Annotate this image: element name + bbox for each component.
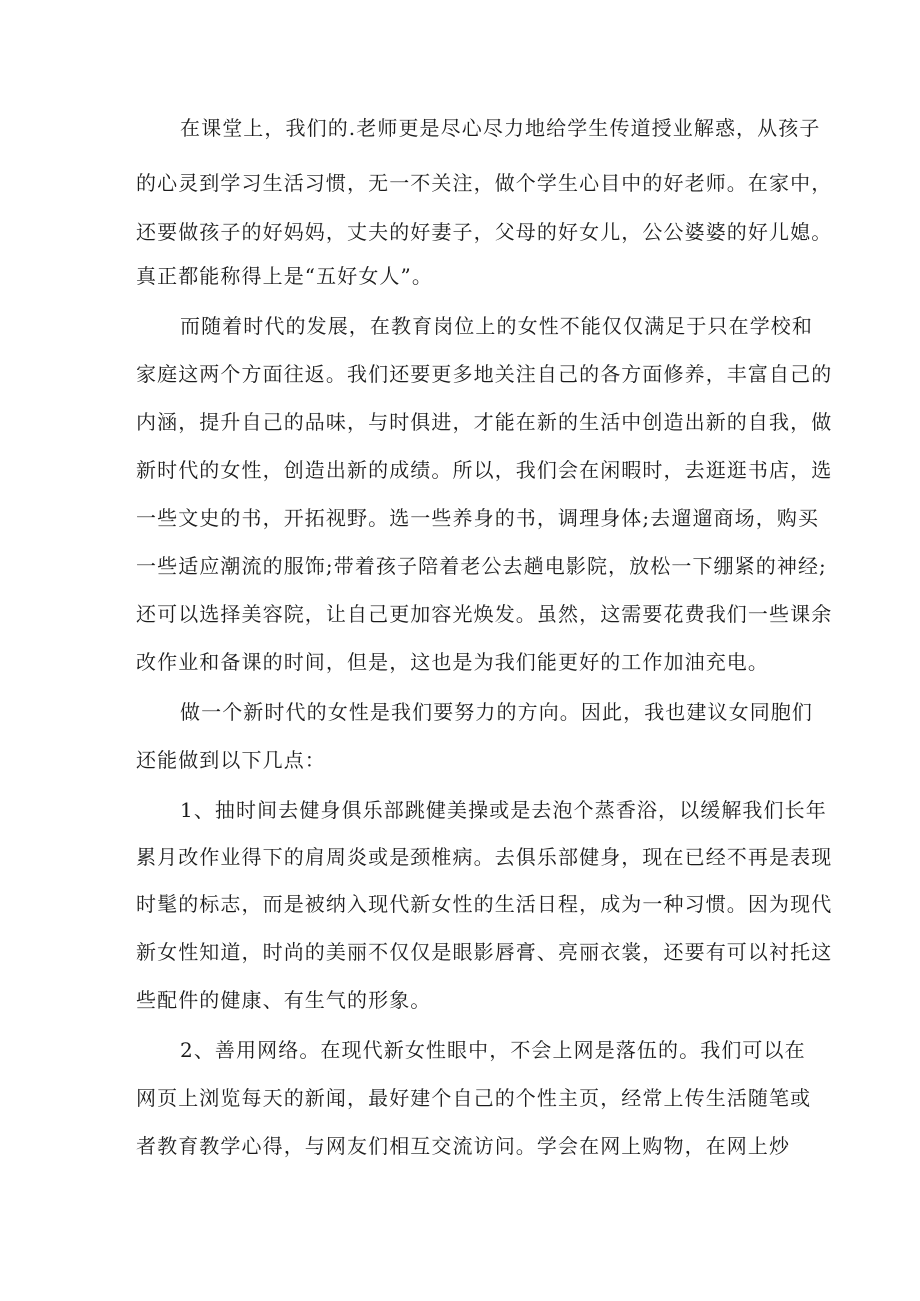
text-line: 还能做到以下几点： <box>136 748 326 772</box>
text-line: 新女性知道，时尚的美丽不仅仅是眼影唇膏、亮丽衣裳，还要有可以衬托这 <box>136 940 833 964</box>
text-line: 些配件的健康、有生气的形象。 <box>136 988 432 1012</box>
text-line: 而随着时代的发展，在教育岗位上的女性不能仅仅满足于只在学校和 <box>180 314 813 338</box>
text-line: 新时代的女性，创造出新的成绩。所以，我们会在闲暇时，去逛逛书店，选 <box>136 458 833 482</box>
text-line: 一些文史的书，开拓视野。选一些养身的书，调理身体;去遛遛商场，购买 <box>136 506 820 530</box>
text-line: 一些适应潮流的服饰;带着孩子陪着老公去趟电影院，放松一下绷紧的神经; <box>136 554 827 578</box>
text-line: 改作业和备课的时间，但是，这也是为我们能更好的工作加油充电。 <box>136 650 769 674</box>
text-line: 还要做孩子的好妈妈，丈夫的好妻子，父母的好女儿，公公婆婆的好儿媳。 <box>136 220 833 244</box>
text-line: 1、抽时间去健身俱乐部跳健美操或是去泡个蒸香浴，以缓解我们长年 <box>180 798 827 822</box>
text-line: 者教育教学心得，与网友们相互交流访问。学会在网上购物，在网上炒 <box>136 1134 791 1158</box>
text-line: 内涵，提升自己的品味，与时俱进，才能在新的生活中创造出新的自我，做 <box>136 410 833 434</box>
text-line: 累月改作业得下的肩周炎或是颈椎病。去俱乐部健身，现在已经不再是表现 <box>136 845 833 869</box>
text-line: 的心灵到学习生活习惯，无一不关注，做个学生心目中的好老师。在家中， <box>136 171 833 195</box>
text-line: 家庭这两个方面往返。我们还要更多地关注自己的各方面修养，丰富自己的 <box>136 362 833 386</box>
text-line: 在课堂上，我们的.老师更是尽心尽力地给学生传道授业解惑，从孩子 <box>180 116 821 140</box>
text-line: 2、善用网络。在现代新女性眼中，不会上网是落伍的。我们可以在 <box>180 1038 806 1062</box>
text-line: 做一个新时代的女性是我们要努力的方向。因此，我也建议女同胞们 <box>180 700 813 724</box>
text-line: 网页上浏览每天的新闻，最好建个自己的个性主页，经常上传生活随笔或 <box>136 1086 812 1110</box>
text-line: 真正都能称得上是“五好女人”。 <box>136 264 433 288</box>
text-line: 时髦的标志，而是被纳入现代新女性的生活日程，成为一种习惯。因为现代 <box>136 892 833 916</box>
text-line: 还可以选择美容院，让自己更加容光焕发。虽然，这需要花费我们一些课余 <box>136 602 833 626</box>
